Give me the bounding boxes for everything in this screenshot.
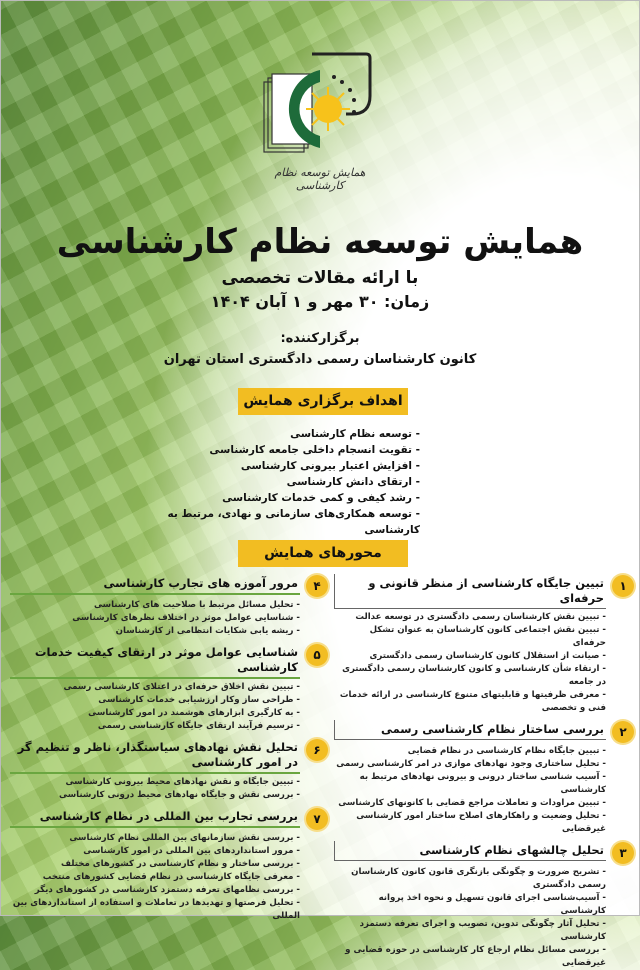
topic-item: - آسیب شناسی ساختار درونی و بیرونی نهادهای مرتبط به کارشناسی [359,772,606,795]
topic-item: - بررسی مسائل نظام ارجاع کار کارشناسی در حوزه قضایی و غیرقضایی [345,945,606,968]
topic-item: - ترسیم فرآیند ارتقای جایگاه کارشناسی رسمی [97,721,300,731]
topic-item: - بررسی نظامهای تعرفه دستمزد کارشناسی در کشورهای دیگر [34,885,300,895]
topic-header [334,574,634,609]
topic-item: - تحلیل ساختاری وجود نهادهای موازی در امر کارشناسی رسمی [336,759,606,769]
organizer-label: برگزارکننده: [280,331,360,346]
topic-title: بررسی تجارب بین المللی در نظام کارشناسی [10,807,300,828]
topic-items [334,745,634,836]
subtitle: با ارائه مقالات تخصصی [221,268,419,288]
topic-items [334,866,634,970]
topic-item: - شناسایی عوامل موثر در اختلاف نظرهای کارشناسی [72,613,300,623]
topic-item: - مرور استانداردهای بین المللی در امور کارشناسی [83,846,300,856]
topic-title: تبیین جایگاه کارشناسی از منظر قانونی و حرفه‌ای [334,574,606,609]
goals-heading: اهداف برگزاری همایش [238,388,408,415]
topic-item: - تبیین نقش کارشناسان رسمی دادگستری در توسعه عدالت [355,612,606,622]
topic-7 [10,807,328,923]
topic-3 [334,841,634,970]
topic-items [334,611,634,715]
topic-header [10,574,328,597]
topic-item: - تبیین نقش اجتماعی کانون کارشناسان به عنوان تشکل حرفه‌ای [369,625,606,648]
topic-item: - تحلیل وضعیت و راهکارهای اصلاح ساختار امور کارشناسی غیرقضایی [356,811,606,834]
topic-number-badge: ۲ [612,721,634,743]
topic-item: - معرفی جایگاه کارشناسی در نظام قضایی کشورهای منتخب [42,872,300,882]
logo-caption: همایش توسعه نظام کارشناسی [274,166,366,192]
organizer-name: کانون کارشناسان رسمی دادگستری استان تهران [163,352,477,367]
topic-1 [334,574,634,715]
topic-header [334,720,634,743]
topic-title: تحلیل چالشهای نظام کارشناسی [334,841,606,861]
topic-item: - بررسی نقش و جایگاه نهادهای محیط درونی کارشناسی [59,790,300,800]
topic-6 [10,738,328,802]
topic-items [10,681,328,733]
topic-item: - تبیین جایگاه نظام کارشناسی در نظام قضایی [407,746,606,756]
goals-list [120,426,420,538]
topic-5 [10,643,328,733]
topic-item: - تبیین جایگاه و نقش نهادهای محیط بیرونی کارشناسی [65,777,300,787]
topic-item: - طراحی ساز وکار ارزشیابی خدمات کارشناسی [98,695,300,705]
topic-item: - معرفی ظرفیتها و قابلیتهای متنوع کارشناسی در ارائه خدمات فنی و تخصصی [339,690,606,713]
topic-item: - به کارگیری ابزارهای هوشمند در امور کارشناسی [88,708,300,718]
topic-item: - آسیب‌شناسی اجرای قانون تسهیل و نحوه اخذ پروانه کارشناسی [378,893,606,916]
topics-left-column [10,574,328,923]
topic-header [10,643,328,679]
goal-item: - توسعه نظام کارشناسی [290,428,420,440]
topic-item: - بررسی نقش سازمانهای بین المللی نظام کارشناسی [69,833,300,843]
topic-items [10,832,328,923]
topic-number-badge: ۳ [612,842,634,864]
topic-number-badge: ۱ [612,575,634,597]
topic-item: - ریشه یابی شکایات انتظامی از کارشناسان [115,626,300,636]
event-date: زمان: ۳۰ مهر و ۱ آبان ۱۴۰۴ [210,292,430,311]
topic-number-badge: ۴ [306,575,328,597]
topic-item: - صیانت از استقلال کانون کارشناسان رسمی دادگستری [369,651,606,661]
topic-title: مرور آموزه های تجارب کارشناسی [10,574,300,595]
goal-item: - توسعه همکاری‌های سازمانی و نهادی، مرتبط به کارشناسی [167,508,420,536]
topic-header [334,841,634,864]
topic-number-badge: ۷ [306,808,328,830]
topic-item: - ارتقاء شأن کارشناسی و کانون کارشناسان رسمی دادگستری در جامعه [342,664,606,687]
axes-heading: محورهای همایش [238,540,408,567]
goal-item: - رشد کیفی و کمی خدمات کارشناسی [222,492,420,504]
topic-item: - تبیین مراودات و تعاملات مراجع قضایی با کانونهای کارشناسی [338,798,606,808]
goal-item: - ارتقای دانش کارشناسی [286,476,420,488]
topic-number-badge: ۵ [306,644,328,666]
topic-title: بررسی ساختار نظام کارشناسی رسمی [334,720,606,740]
topic-item: - تحلیل فرصتها و تهدیدها در تعاملات و استفاده از استانداردهای بین المللی [12,898,300,921]
goal-item: - تقویت انسجام داخلی جامعه کارشناسی [209,444,420,456]
topic-items [10,776,328,802]
topic-item: - تحلیل مسائل مرتبط با صلاحیت های کارشناسی [93,600,300,610]
topic-item: - تحلیل آثار چگونگی تدوین، تصویب و اجرای تعرفه دستمزد کارشناسی [359,919,606,942]
topic-title: شناسایی عوامل موثر در ارتقای کیفیت خدمات کارشناسی [10,643,300,679]
topic-item: - تبیین نقش اخلاق حرفه‌ای در اعتلای کارشناسی رسمی [63,682,300,692]
topic-title: تحلیل نقش نهادهای سیاستگذار، ناظر و تنظیم گر در امور کارشناسی [10,738,300,774]
topic-number-badge: ۶ [306,739,328,761]
topic-item: - بررسی ساختار و نظام کارشناسی در کشورهای مختلف [61,859,300,869]
topic-4 [10,574,328,638]
goal-item: - افزایش اعتبار بیرونی کارشناسی [240,460,420,472]
topics-right-column [334,574,634,970]
topic-item: - تشریح ضرورت و چگونگی بازنگری قانون کانون کارشناسان رسمی دادگستری [351,867,606,890]
topic-header [10,807,328,830]
page-title: همایش توسعه نظام کارشناسی [56,222,584,262]
topic-header [10,738,328,774]
topic-2 [334,720,634,836]
conference-logo [262,52,374,162]
topic-items [10,599,328,638]
